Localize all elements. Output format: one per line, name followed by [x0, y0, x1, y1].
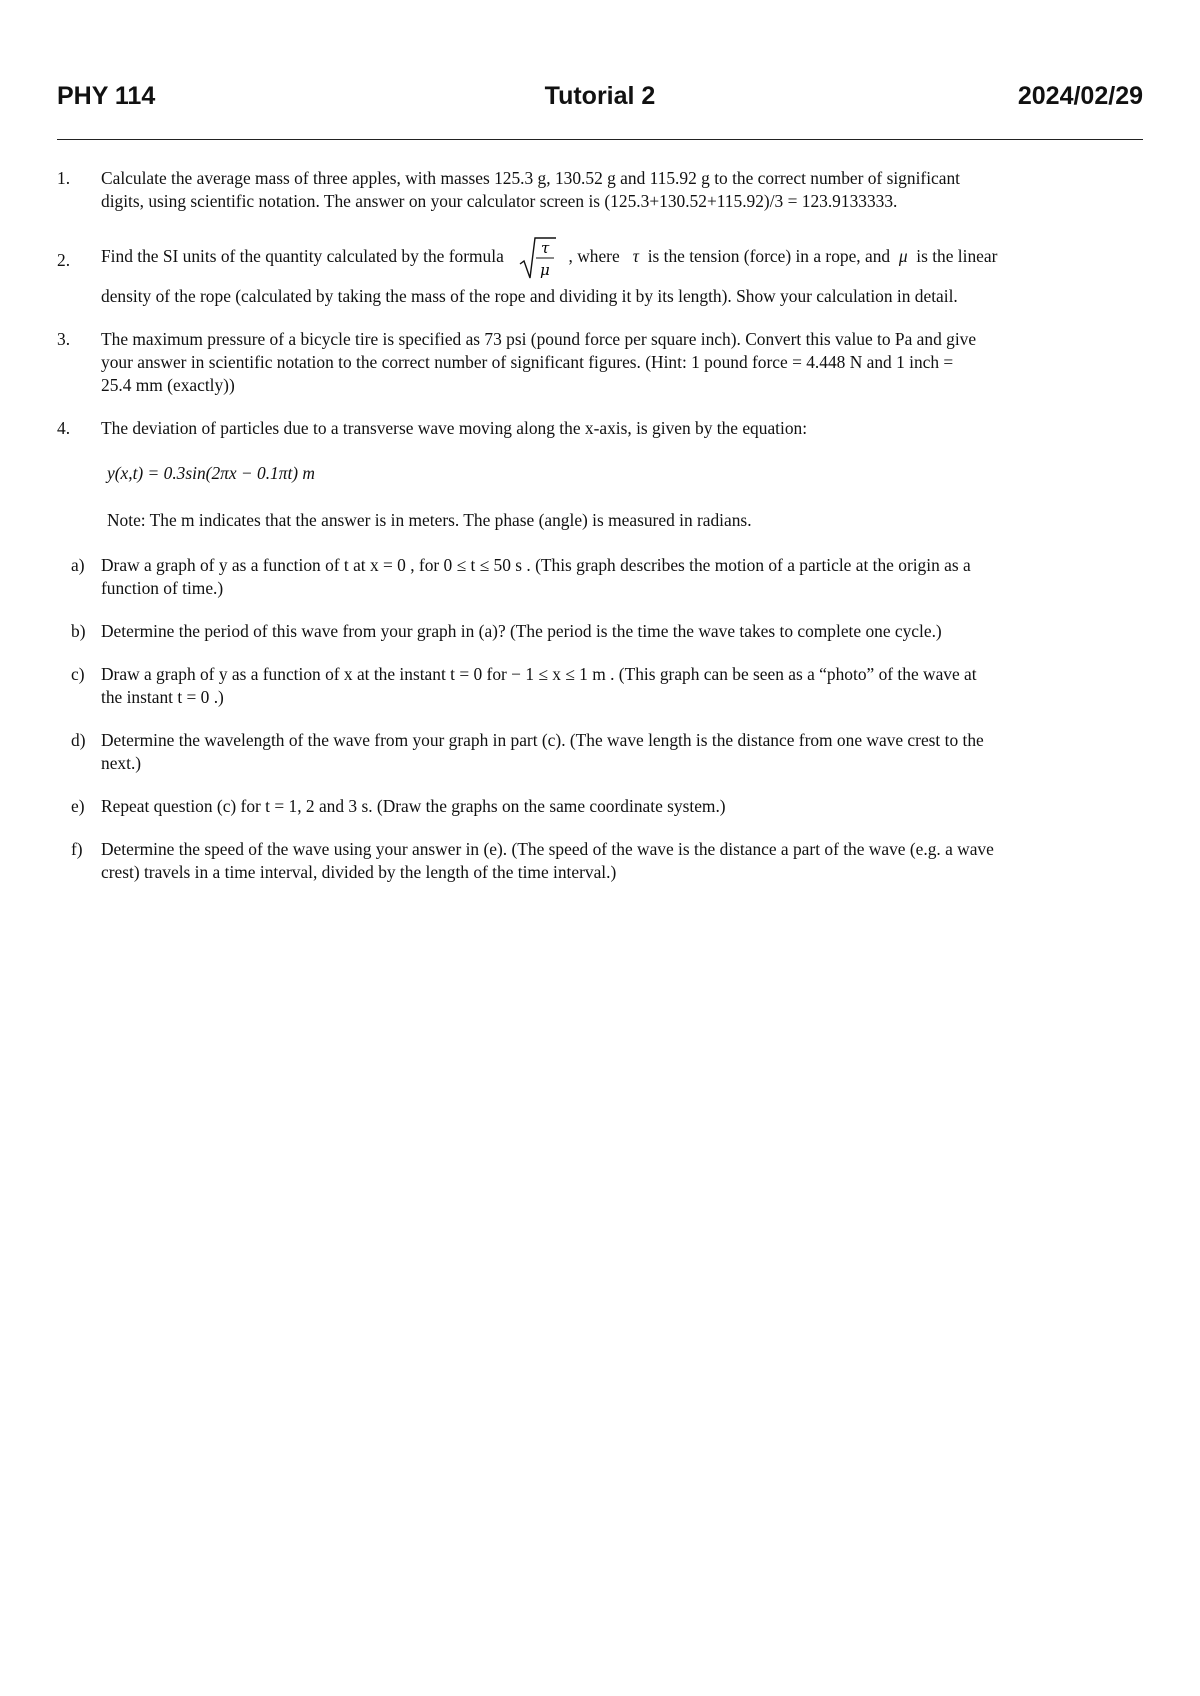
formula-numerator: τ	[541, 239, 550, 257]
wave-equation: y(x,t) = 0.3sin(2πx − 0.1πt) m	[107, 463, 315, 483]
formula-denominator: μ	[540, 261, 550, 279]
question-4a	[57, 554, 1147, 600]
mu-symbol: μ	[898, 246, 908, 266]
question-text-line: digits, using scientific notation. The answer on your calculator screen is (125.3+130.52+115.92)/3 = 123.9133333.	[101, 191, 898, 211]
part-label: d)	[71, 730, 86, 750]
tension-description: is the tension (force) in a rope, and	[647, 246, 891, 266]
formula-intro: Find the SI units of the quantity calculated by the formula	[101, 246, 504, 266]
units-note: Note: The m indicates that the answer is in meters. The phase (angle) is measured in radians.	[107, 510, 752, 530]
page-title: Tutorial 2	[544, 82, 656, 110]
tutorial-content	[57, 165, 1147, 884]
tau-symbol: τ	[632, 246, 639, 266]
question-4e	[57, 795, 1147, 818]
question-text-line: The maximum pressure of a bicycle tire is specified as 73 psi (pound force per square inch). Convert this value to Pa and give	[101, 329, 977, 349]
question-number: 1.	[57, 168, 71, 188]
question-number: 4.	[57, 418, 71, 438]
question-2	[57, 233, 1147, 308]
part-label: a)	[71, 555, 85, 575]
question-text-line: density of the rope (calculated by taking the mass of the rope and dividing it by its length). Show your calculation in detail.	[101, 286, 958, 306]
question-text-line: function of time.)	[101, 578, 224, 598]
question-text-line: next.)	[101, 753, 142, 773]
sqrt-tau-over-mu-formula	[518, 236, 558, 280]
question-4d	[57, 729, 1147, 775]
question-text-line: crest) travels in a time interval, divided by the length of the time interval.)	[101, 862, 617, 882]
tutorial-date: 2024/02/29	[1017, 82, 1143, 110]
question-text-line	[101, 233, 1147, 279]
question-text-line: Determine the wavelength of the wave from your graph in part (c). (The wave length is the distance from one wave crest to the	[101, 730, 984, 750]
part-label: e)	[71, 796, 85, 816]
question-4f	[57, 838, 1147, 884]
question-text-line: Determine the period of this wave from your graph in (a)? (The period is the time the wave takes to complete one cycle.)	[101, 621, 942, 641]
question-text-line: Draw a graph of y as a function of x at the instant t = 0 for − 1 ≤ x ≤ 1 m . (This graph can be seen as a “photo” of the wave at	[101, 664, 977, 684]
question-4b	[57, 620, 1147, 643]
part-label: f)	[71, 839, 83, 859]
part-label: b)	[71, 621, 86, 641]
page-header	[57, 82, 1143, 116]
question-text-line: Draw a graph of y as a function of t at x = 0 , for 0 ≤ t ≤ 50 s . (This graph describes the motion of a particle at the origin as a	[101, 555, 971, 575]
question-text-line: the instant t = 0 .)	[101, 687, 224, 707]
question-4	[57, 417, 1147, 440]
question-3	[57, 328, 1147, 397]
part-label: c)	[71, 664, 85, 684]
course-code: PHY 114	[57, 82, 156, 110]
question-text-line: Calculate the average mass of three apples, with masses 125.3 g, 130.52 g and 115.92 g to the correct number of significant	[101, 168, 960, 188]
question-text-line: 25.4 mm (exactly))	[101, 375, 235, 395]
question-number: 3.	[57, 329, 71, 349]
question-number: 2.	[57, 250, 71, 270]
question-1	[57, 167, 1147, 213]
header-divider	[57, 139, 1143, 140]
formula-where: , where	[568, 246, 620, 266]
linear-text: is the linear	[916, 246, 998, 266]
question-text-line: Determine the speed of the wave using your answer in (e). (The speed of the wave is the distance a part of the wave (e.g. a wave	[101, 839, 994, 859]
square-root-icon	[518, 236, 558, 280]
question-text-line: Repeat question (c) for t = 1, 2 and 3 s. (Draw the graphs on the same coordinate system.)	[101, 796, 726, 816]
question-text-line: your answer in scientific notation to the correct number of significant figures. (Hint: 1 pound force = 4.448 N and 1 inch =	[101, 352, 954, 372]
question-4c	[57, 663, 1147, 709]
question-text-line: The deviation of particles due to a transverse wave moving along the x-axis, is given by the equation:	[101, 418, 808, 438]
